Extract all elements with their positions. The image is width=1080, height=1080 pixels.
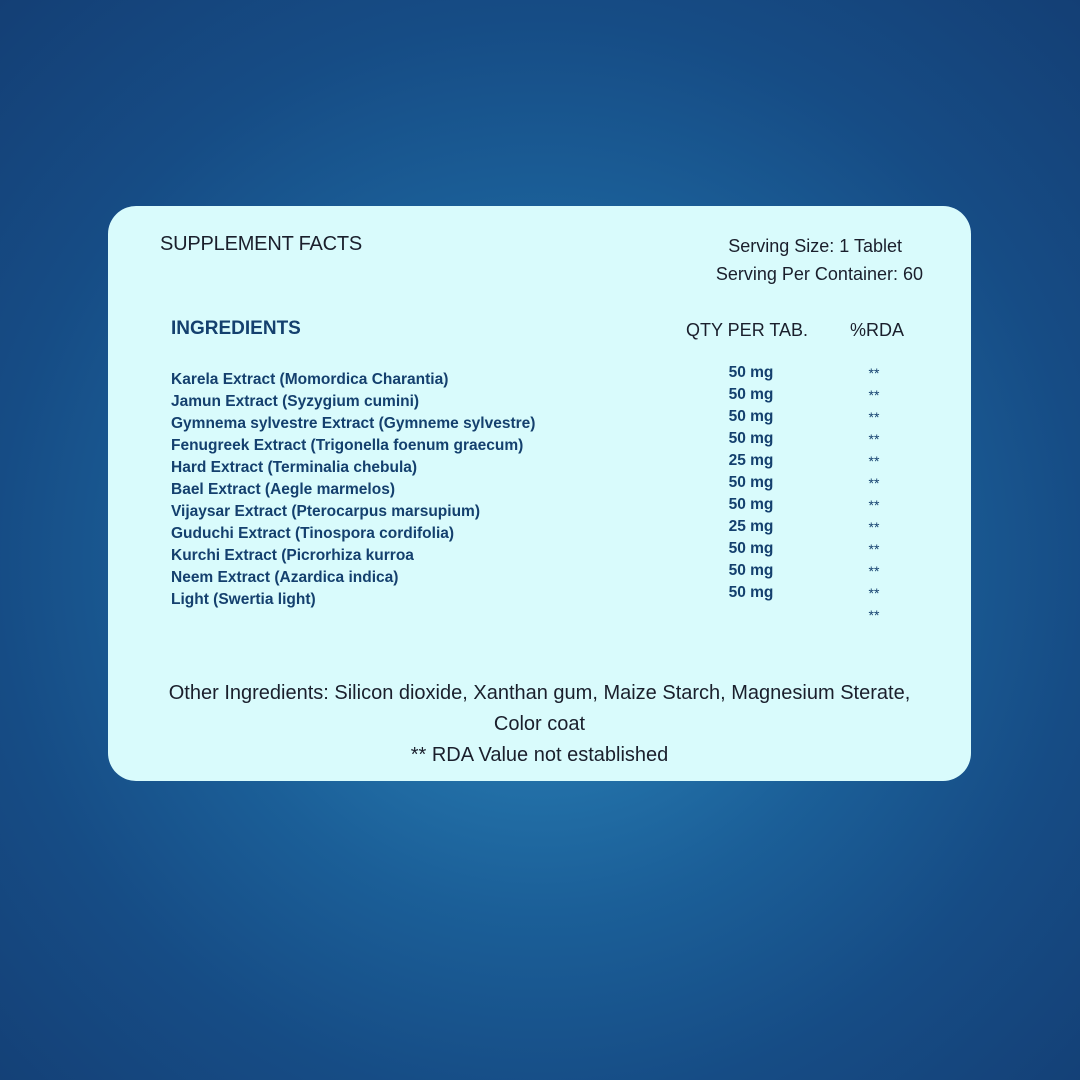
ingredient-rda: ** — [868, 387, 880, 403]
ingredient-name: Bael Extract (Aegle marmelos) — [171, 481, 395, 498]
ingredient-name: Hard Extract (Terminalia chebula) — [171, 459, 418, 476]
ingredient-rda: ** — [868, 431, 880, 447]
other-ingredients-line-1: Other Ingredients: Silicon dioxide, Xanthan gum, Maize Starch, Magnesium Sterate, — [168, 682, 911, 704]
ingredient-rda: ** — [868, 475, 880, 491]
ingredient-name: Light (Swertia light) — [171, 591, 316, 608]
ingredient-rda: ** — [868, 607, 880, 623]
rda-list — [854, 362, 894, 626]
servings-per-container: Serving Per Container: 60 — [715, 264, 923, 284]
ingredient-name: Guduchi Extract (Tinospora cordifolia) — [171, 525, 455, 542]
ingredient-rda: ** — [868, 409, 880, 425]
ingredient-rda: ** — [868, 453, 880, 469]
ingredient-quantity: 50 mg — [728, 386, 774, 403]
label-footer — [108, 678, 971, 771]
rda-note: ** RDA Value not established — [410, 744, 669, 766]
quantity-list — [711, 362, 791, 604]
ingredient-name: Vijaysar Extract (Pterocarpus marsupium) — [171, 503, 480, 520]
ingredient-rda: ** — [868, 519, 880, 535]
label-title: SUPPLEMENT FACTS — [160, 233, 363, 255]
ingredient-quantity: 50 mg — [728, 474, 774, 491]
qty-header: QTY PER TAB. — [686, 320, 809, 340]
ingredient-quantity: 50 mg — [728, 584, 774, 601]
ingredient-quantity: 50 mg — [728, 540, 774, 557]
ingredient-rda: ** — [868, 497, 880, 513]
ingredient-name: Fenugreek Extract (Trigonella foenum graecum) — [171, 437, 524, 454]
ingredient-quantity: 50 mg — [728, 408, 774, 425]
ingredient-name: Karela Extract (Momordica Charantia) — [171, 371, 449, 388]
ingredient-rda: ** — [868, 365, 880, 381]
ingredient-quantity: 50 mg — [728, 430, 774, 447]
ingredient-quantity: 25 mg — [728, 452, 774, 469]
ingredient-list — [171, 369, 535, 611]
ingredient-name: Jamun Extract (Syzygium cumini) — [171, 393, 420, 410]
ingredient-rda: ** — [868, 563, 880, 579]
ingredients-header: INGREDIENTS — [171, 318, 301, 339]
ingredient-quantity: 50 mg — [728, 562, 774, 579]
ingredient-quantity: 25 mg — [728, 518, 774, 535]
serving-size: Serving Size: 1 Tablet — [728, 236, 902, 256]
ingredient-quantity: 50 mg — [728, 496, 774, 513]
serving-info — [716, 232, 923, 288]
other-ingredients-line-2: Color coat — [493, 713, 586, 735]
ingredient-quantity: 50 mg — [728, 364, 774, 381]
ingredient-rda: ** — [868, 541, 880, 557]
rda-header: %RDA — [850, 320, 905, 340]
ingredient-name: Gymnema sylvestre Extract (Gymneme sylvestre) — [171, 415, 536, 432]
supplement-facts-card — [108, 206, 971, 781]
ingredient-name: Neem Extract (Azardica indica) — [171, 569, 399, 586]
ingredient-rda: ** — [868, 585, 880, 601]
ingredient-name: Kurchi Extract (Picrorhiza kurroa — [171, 547, 414, 564]
